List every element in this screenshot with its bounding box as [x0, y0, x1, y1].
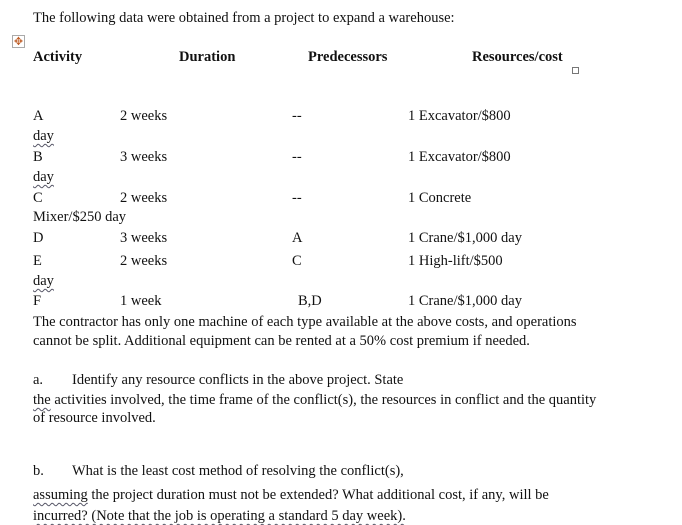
question-b-line-1: What is the least cost method of resolving the conflict(s),	[72, 463, 404, 479]
row-b-pred: --	[292, 149, 302, 165]
question-a-line-2-text: activities involved, the time frame of the conflict(s), the resources in conflict and the quantity	[50, 392, 597, 408]
row-a-res: 1 Excavator/$800	[408, 108, 511, 124]
row-c-res: 1 Concrete	[408, 190, 472, 206]
row-b-activity: B	[33, 149, 43, 165]
row-a-pred: --	[292, 108, 302, 124]
row-d-res: 1 Crane/$1,000 day	[408, 230, 522, 246]
row-c-duration: 2 weeks	[120, 190, 168, 206]
question-a-line-1: Identify any resource conflicts in the above project. State	[72, 372, 404, 388]
question-a-line-3: of resource involved.	[33, 410, 156, 426]
row-e-duration: 2 weeks	[120, 253, 168, 269]
header-activity: Activity	[33, 49, 83, 65]
row-e-res: 1 High-lift/$500	[408, 253, 503, 269]
row-f-pred: B,D	[298, 293, 322, 309]
intro-text: The following data were obtained from a project to expand a warehouse:	[33, 10, 455, 26]
row-e-activity: E	[33, 253, 42, 269]
row-a-duration: 2 weeks	[120, 108, 168, 124]
paragraph-line-2: cannot be split. Additional equipment can be rented at a 50% cost premium if needed.	[33, 333, 530, 349]
table-resize-handle[interactable]	[572, 67, 579, 74]
row-b-res: 1 Excavator/$800	[408, 149, 511, 165]
row-c-pred: --	[292, 190, 302, 206]
question-a-underlined-word: the	[33, 392, 51, 408]
question-b-line-2-text: the project duration must not be extended? What additional cost, if any, will be	[87, 487, 549, 503]
question-a-label: a.	[33, 372, 44, 388]
row-a-wrap: day	[33, 128, 54, 144]
question-b-label: b.	[33, 463, 44, 479]
row-d-activity: D	[33, 230, 44, 246]
question-b-line-2	[33, 486, 549, 504]
row-b-wrap: day	[33, 169, 54, 185]
row-e-wrap: day	[33, 273, 54, 289]
row-a-activity: A	[33, 108, 44, 124]
row-d-duration: 3 weeks	[120, 230, 168, 246]
row-b-duration: 3 weeks	[120, 149, 168, 165]
header-duration: Duration	[179, 49, 236, 65]
row-c-wrap: Mixer/$250 day	[33, 209, 127, 225]
row-f-activity: F	[33, 293, 42, 309]
question-b-underlined-word: assuming	[33, 487, 88, 503]
row-f-duration: 1 week	[120, 293, 162, 309]
table-move-handle-icon[interactable]: ✥	[13, 35, 24, 48]
question-a-line-2	[33, 391, 596, 409]
row-e-pred: C	[292, 253, 302, 269]
row-f-res: 1 Crane/$1,000 day	[408, 293, 522, 309]
header-resources: Resources/cost	[472, 49, 563, 65]
row-d-pred: A	[292, 230, 303, 246]
question-b-line-3: incurred? (Note that the job is operating a standard 5 day week).	[33, 508, 406, 524]
header-predecessors: Predecessors	[308, 49, 388, 65]
paragraph-line-1: The contractor has only one machine of each type available at the above costs, and operations	[33, 314, 577, 330]
row-c-activity: C	[33, 190, 43, 206]
